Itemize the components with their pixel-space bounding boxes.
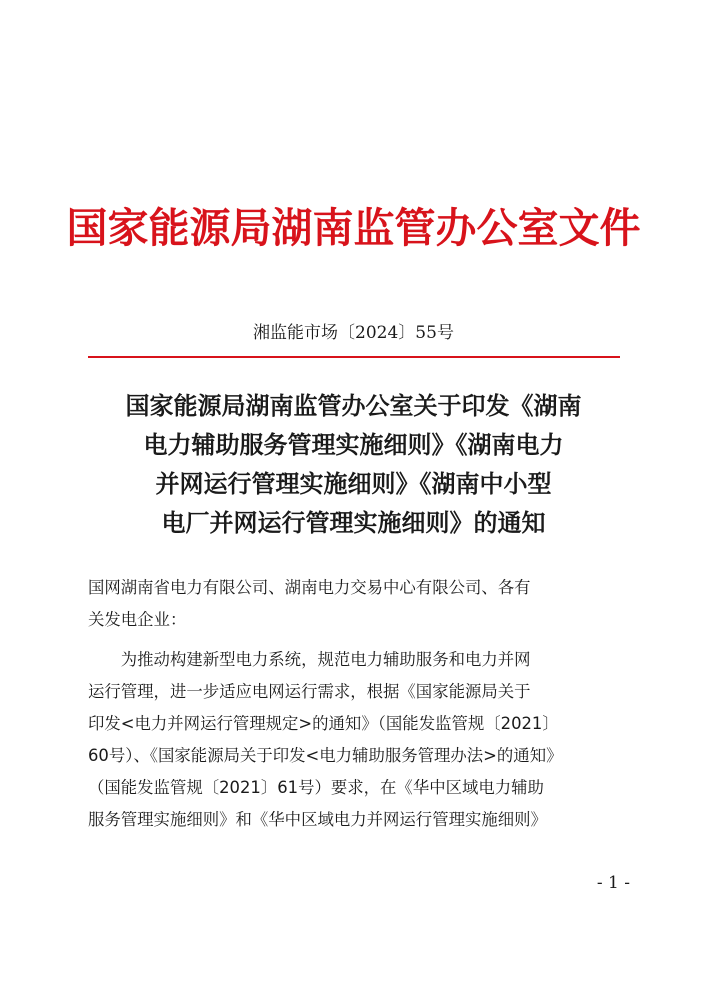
paragraph-line: 服务管理实施细则》和《华中区域电力并网运行管理实施细则》 [88, 810, 547, 829]
paragraph-line: 运行管理，进一步适应电网运行需求，根据《国家能源局关于 [88, 682, 531, 701]
red-divider-rule [88, 356, 620, 358]
salutation-line: 国网湖南省电力有限公司、湖南电力交易中心有限公司、各有 [88, 578, 531, 597]
document-title [60, 386, 647, 542]
document-title-line: 国家能源局湖南监管办公室关于印发《湖南 [125, 391, 582, 420]
salutation-line: 关发电企业： [88, 610, 187, 629]
document-title-line: 电厂并网运行管理实施细则》的通知 [161, 508, 546, 537]
masthead-title: 国家能源局湖南监管办公室文件 [66, 204, 641, 252]
body-paragraph [88, 644, 628, 836]
page-number: - 1 - [596, 873, 630, 893]
paragraph-line: 为推动构建新型电力系统，规范电力辅助服务和电力并网 [88, 650, 531, 669]
document-title-line: 并网运行管理实施细则》《湖南中小型 [155, 469, 552, 498]
document-number: 湘监能市场〔2024〕55号 [253, 323, 454, 343]
document-title-line: 电力辅助服务管理实施细则》《湖南电力 [143, 430, 564, 459]
paragraph-line: 60号）、《国家能源局关于印发<电力辅助服务管理办法>的通知》 [88, 746, 563, 765]
paragraph-line: 印发<电力并网运行管理规定>的通知》（国能发监管规〔2021〕 [88, 714, 559, 733]
paragraph-line: （国能发监管规〔2021〕61号）要求，在《华中区域电力辅助 [88, 778, 544, 797]
salutation [88, 572, 628, 636]
